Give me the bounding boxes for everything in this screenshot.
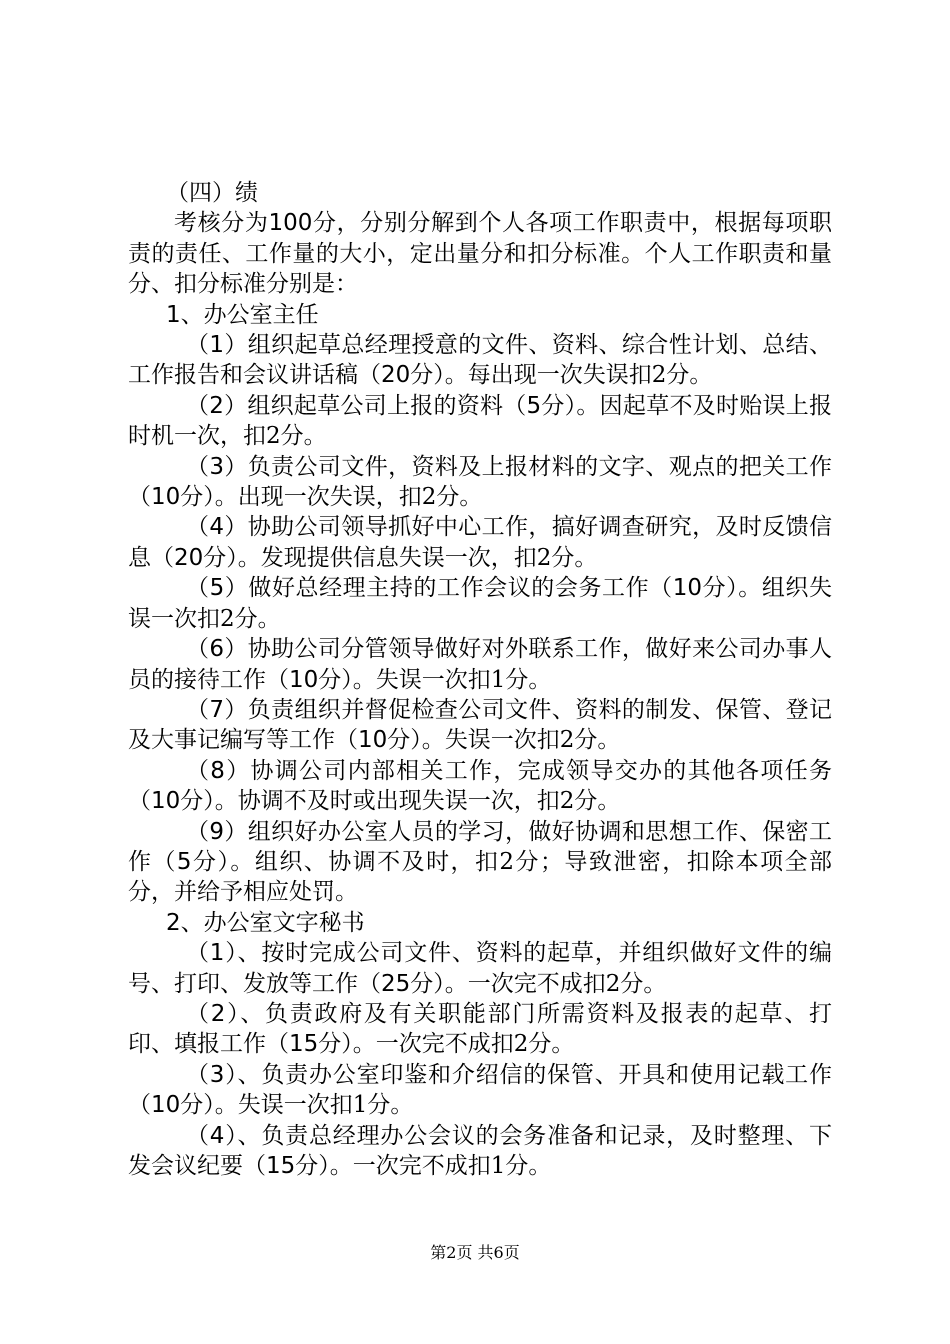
penalty-text: 失误一次扣1分。 [375, 666, 552, 693]
duty-item [128, 999, 832, 1060]
duty-item [128, 573, 832, 634]
duty-text: （1）组织起草总经理授意的文件、资料、综合性计划、总结、工作报告和会议讲话稿（20分）。 [128, 332, 832, 389]
duty-item [128, 1060, 832, 1121]
penalty-text: 一次完不成扣1分。 [352, 1153, 552, 1179]
duty-item [128, 512, 832, 573]
duty-item [128, 817, 832, 908]
duty-text: （7）负责组织并督促检查公司文件、资料的制发、保管、登记及大事记编写等工作（10分）。 [128, 696, 832, 754]
penalty-text: 每出现一次失误扣2分。 [467, 362, 713, 389]
penalty-text: 组织、协调不及时，扣2分；导致泄密，扣除本项全部分，并给予相应处罚。 [128, 848, 832, 906]
section-title: （四）绩 [166, 180, 258, 206]
duty-item [128, 391, 832, 452]
duty-item [128, 452, 832, 513]
penalty-text: 一次完不成扣2分。 [467, 970, 667, 997]
role-title-office-director: 1、办公室主任 [166, 301, 319, 328]
duty-text: （3）负责公司文件，资料及上报材料的文字、观点的把关工作（10分）。 [128, 453, 832, 511]
penalty-text: 出现一次失误，扣2分。 [237, 484, 483, 511]
duty-text: （4）协助公司领导抓好中心工作，搞好调查研究，及时反馈信息（20分）。 [128, 514, 832, 571]
duty-text: （5）做好总经理主持的工作会议的会务工作（10分）。 [186, 575, 762, 602]
penalty-text: 协调不及时或出现失误一次，扣2分。 [237, 788, 621, 815]
duty-text: （1）、按时完成公司文件、资料的起草，并组织做好文件的编号、打印、发放等工作（25分）。 [128, 940, 832, 997]
duty-text: （6）协助公司分管领导做好对外联系工作，做好来公司办事人员的接待工作（10分）。 [128, 636, 832, 693]
duty-text: （8）协调公司内部相关工作，完成领导交办的其他各项任务（10分）。 [128, 757, 832, 815]
intro-paragraph: 考核分为100分，分别分解到个人各项工作职责中，根据每项职责的责任、工作量的大小，定出量分和扣分标准。个人工作职责和量分、扣分标准分别是： [128, 210, 832, 298]
duty-item [128, 1121, 832, 1182]
duty-item [128, 756, 832, 817]
duty-text: （4）、负责总经理办公会议的会务准备和记录，及时整理、下发会议纪要（15分）。 [128, 1122, 832, 1179]
penalty-text: 失误一次扣2分。 [444, 727, 621, 754]
document-body [128, 178, 832, 1181]
duty-item [128, 634, 832, 695]
penalty-text: 一次完不成扣2分。 [375, 1031, 575, 1058]
duty-item [128, 695, 832, 756]
penalty-text: 因起草不及时贻误上报时机一次，扣2分。 [128, 392, 832, 450]
page-footer: 第2页 共6页 [430, 1243, 520, 1262]
role-title-office-secretary: 2、办公室文字秘书 [166, 909, 365, 936]
duty-text: （2）组织起草公司上报的资料（5分）。 [186, 392, 600, 419]
duty-text: （3）、负责办公室印鉴和介绍信的保管、开具和使用记载工作（10分）。 [128, 1061, 832, 1119]
penalty-text: 组织失误一次扣2分。 [128, 575, 832, 632]
duty-item [128, 938, 832, 999]
duty-item [128, 330, 832, 391]
penalty-text: 失误一次扣1分。 [237, 1092, 414, 1119]
penalty-text: 发现提供信息失误一次，扣2分。 [260, 544, 598, 571]
duty-text: （2）、负责政府及有关职能部门所需资料及报表的起草、打印、填报工作（15分）。 [128, 1000, 832, 1058]
duty-text: （9）组织好办公室人员的学习，做好协调和思想工作、保密工作（5分）。 [128, 818, 832, 875]
